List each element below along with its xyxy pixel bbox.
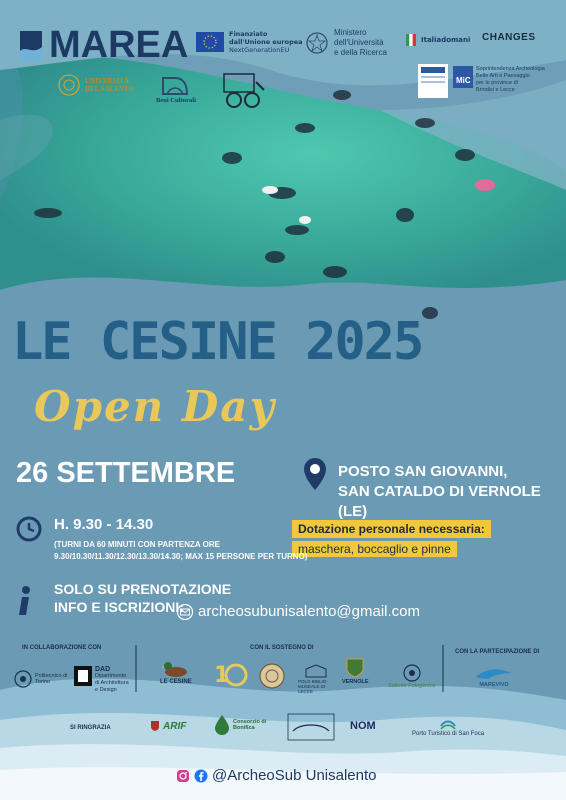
dad-square-icon: [74, 666, 92, 686]
dolphin-icon: [474, 667, 514, 681]
porto-wave-icon: [440, 718, 456, 730]
ministry-line1: Ministero: [334, 28, 367, 37]
eu-flag-icon: [196, 32, 224, 52]
facebook-icon[interactable]: [194, 769, 208, 783]
turns-line1: (TURNI DA 60 MINUTI CON PARTENZA ORE: [54, 540, 220, 549]
ministry-line2: dell'Università: [334, 38, 384, 47]
mic-label: MiC: [456, 76, 471, 85]
turns-line2: 9.30/10.30/11.30/12.30/13.30/14.30; MAX 15 PERSONE PER TURNO): [54, 552, 308, 561]
contact-email[interactable]: archeosubunisalento@gmail.com: [198, 603, 421, 620]
marea-wave-icon: [18, 29, 44, 63]
booking-label: SOLO SU PRENOTAZIONE: [54, 581, 232, 597]
bbq-club-logo-icon: [287, 713, 335, 741]
changes-logo: [482, 32, 536, 43]
le-cesine-label: LE CESINE: [160, 679, 192, 685]
polo-building-icon: [305, 664, 327, 678]
arif-logo: [150, 720, 186, 732]
location-line1: POSTO SAN GIOVANNI,: [338, 463, 508, 480]
ministry-line3: e della Ricerca: [334, 48, 387, 57]
polito-label: Politecnico di Torino: [35, 673, 68, 685]
event-turns: [54, 539, 354, 563]
polo-label: POLO BIBLIO-MUSEALE DI LECCE: [298, 679, 328, 694]
porto-label: Porto Turistico di San Foca: [412, 731, 485, 737]
vernole-label: VERNOLE: [342, 679, 369, 685]
arif-crest-icon: [150, 720, 160, 732]
info-label: INFO E ISCRIZIONI:: [54, 599, 184, 615]
sabap-badge-icon: [418, 64, 448, 98]
svg-text:1: 1: [214, 663, 230, 688]
salento-logo: [388, 664, 435, 689]
equipment-items: maschera, boccaglio e pinne: [292, 541, 457, 557]
event-subtitle: Open Day: [34, 382, 276, 431]
polito-logo: [14, 670, 69, 688]
polo-logo: [298, 664, 334, 694]
location-pin-icon: [302, 456, 328, 494]
salento-label: Salento Fotogenico: [388, 683, 436, 689]
info-icon: [16, 585, 34, 619]
dad-line2: Dipartimento: [95, 673, 127, 679]
eu-logo: [196, 30, 303, 54]
nom-logo: [350, 720, 376, 732]
police-seal-icon: [258, 662, 286, 690]
duck-icon: [162, 660, 190, 678]
sabap-logo: [418, 64, 545, 98]
sabap-line1: Soprintendenza Archeologia: [476, 66, 545, 72]
porto-logo: [412, 718, 484, 737]
beni-culturali-label: Beni Culturali: [156, 97, 196, 104]
marea-logo: [18, 24, 188, 67]
universita-logo: [58, 74, 134, 96]
beni-culturali-icon: [161, 74, 191, 96]
dad-logo: [74, 666, 129, 694]
italia-domani-label: Italiadomani: [421, 36, 471, 44]
universita-line1: UNIVERSITÀ: [85, 77, 129, 85]
equipment-title: Dotazione personale necessaria:: [292, 520, 491, 538]
social-handle[interactable]: [176, 767, 377, 784]
salento-camera-icon: [403, 664, 421, 682]
eu-line3: NextGenerationEU: [229, 46, 290, 54]
italian-flag-icon: [406, 34, 416, 46]
consorzio-label: Consorzio di Bonifica: [233, 719, 267, 731]
eu-line1: Finanziato: [229, 30, 268, 38]
marea-label: MAREA: [49, 24, 189, 66]
email-icon: [176, 604, 194, 620]
dad-line3: di Architettura: [95, 680, 129, 686]
marevivo-logo: [474, 667, 514, 688]
beni-culturali-logo: [156, 74, 196, 104]
vernole-logo: [342, 656, 369, 685]
mic-icon: [453, 66, 473, 88]
consorzio-logo: [214, 714, 267, 736]
ministry-logo: [305, 28, 387, 58]
participation-label: CON LA PARTECIPAZIONE DI: [455, 649, 540, 655]
sabap-line3: per le province di: [476, 80, 518, 86]
social-handle-label: @ArcheoSub Unisalento: [212, 767, 377, 784]
arif-label: ARIF: [163, 720, 187, 732]
vernole-crest-icon: [346, 656, 364, 678]
support-label: CON IL SOSTEGNO DI: [250, 645, 314, 651]
event-date: 26 SETTEMBRE: [16, 457, 236, 489]
university-seal-icon: [58, 74, 80, 96]
changes-label: CHANGES: [482, 32, 536, 43]
sabap-line4: Brindisi e Lecce: [476, 87, 515, 93]
event-location: [338, 462, 566, 522]
ministry-emblem-icon: [305, 30, 329, 56]
lab-logo-icon: [220, 70, 266, 110]
marevivo-label: MAREVIVO: [479, 682, 509, 688]
collab-label: IN COLLABORAZIONE CON: [22, 645, 102, 651]
dad-line1: DAD: [95, 666, 111, 673]
le-cesine-logo: [160, 660, 192, 685]
instagram-icon[interactable]: [176, 769, 190, 783]
event-hours: H. 9.30 - 14.30: [54, 516, 154, 533]
polito-seal-icon: [14, 670, 32, 688]
eu-line2: dall'Unione europea: [229, 38, 303, 46]
consorzio-drop-icon: [214, 714, 230, 736]
clock-icon: [16, 516, 42, 542]
event-title: LE CESINE 2025: [12, 312, 423, 372]
anniversary-logo-icon: [214, 660, 248, 690]
thanks-label: SI RINGRAZIA: [70, 725, 111, 731]
location-line2: SAN CATALDO DI VERNOLE (LE): [338, 483, 541, 520]
nom-label: NOM: [350, 720, 376, 732]
dad-line4: e Design: [95, 687, 117, 693]
universita-line2: DEL SALENTO: [85, 85, 135, 93]
italia-domani-logo: [406, 34, 470, 46]
sabap-line2: Belle Arti e Paesaggio: [476, 73, 530, 79]
